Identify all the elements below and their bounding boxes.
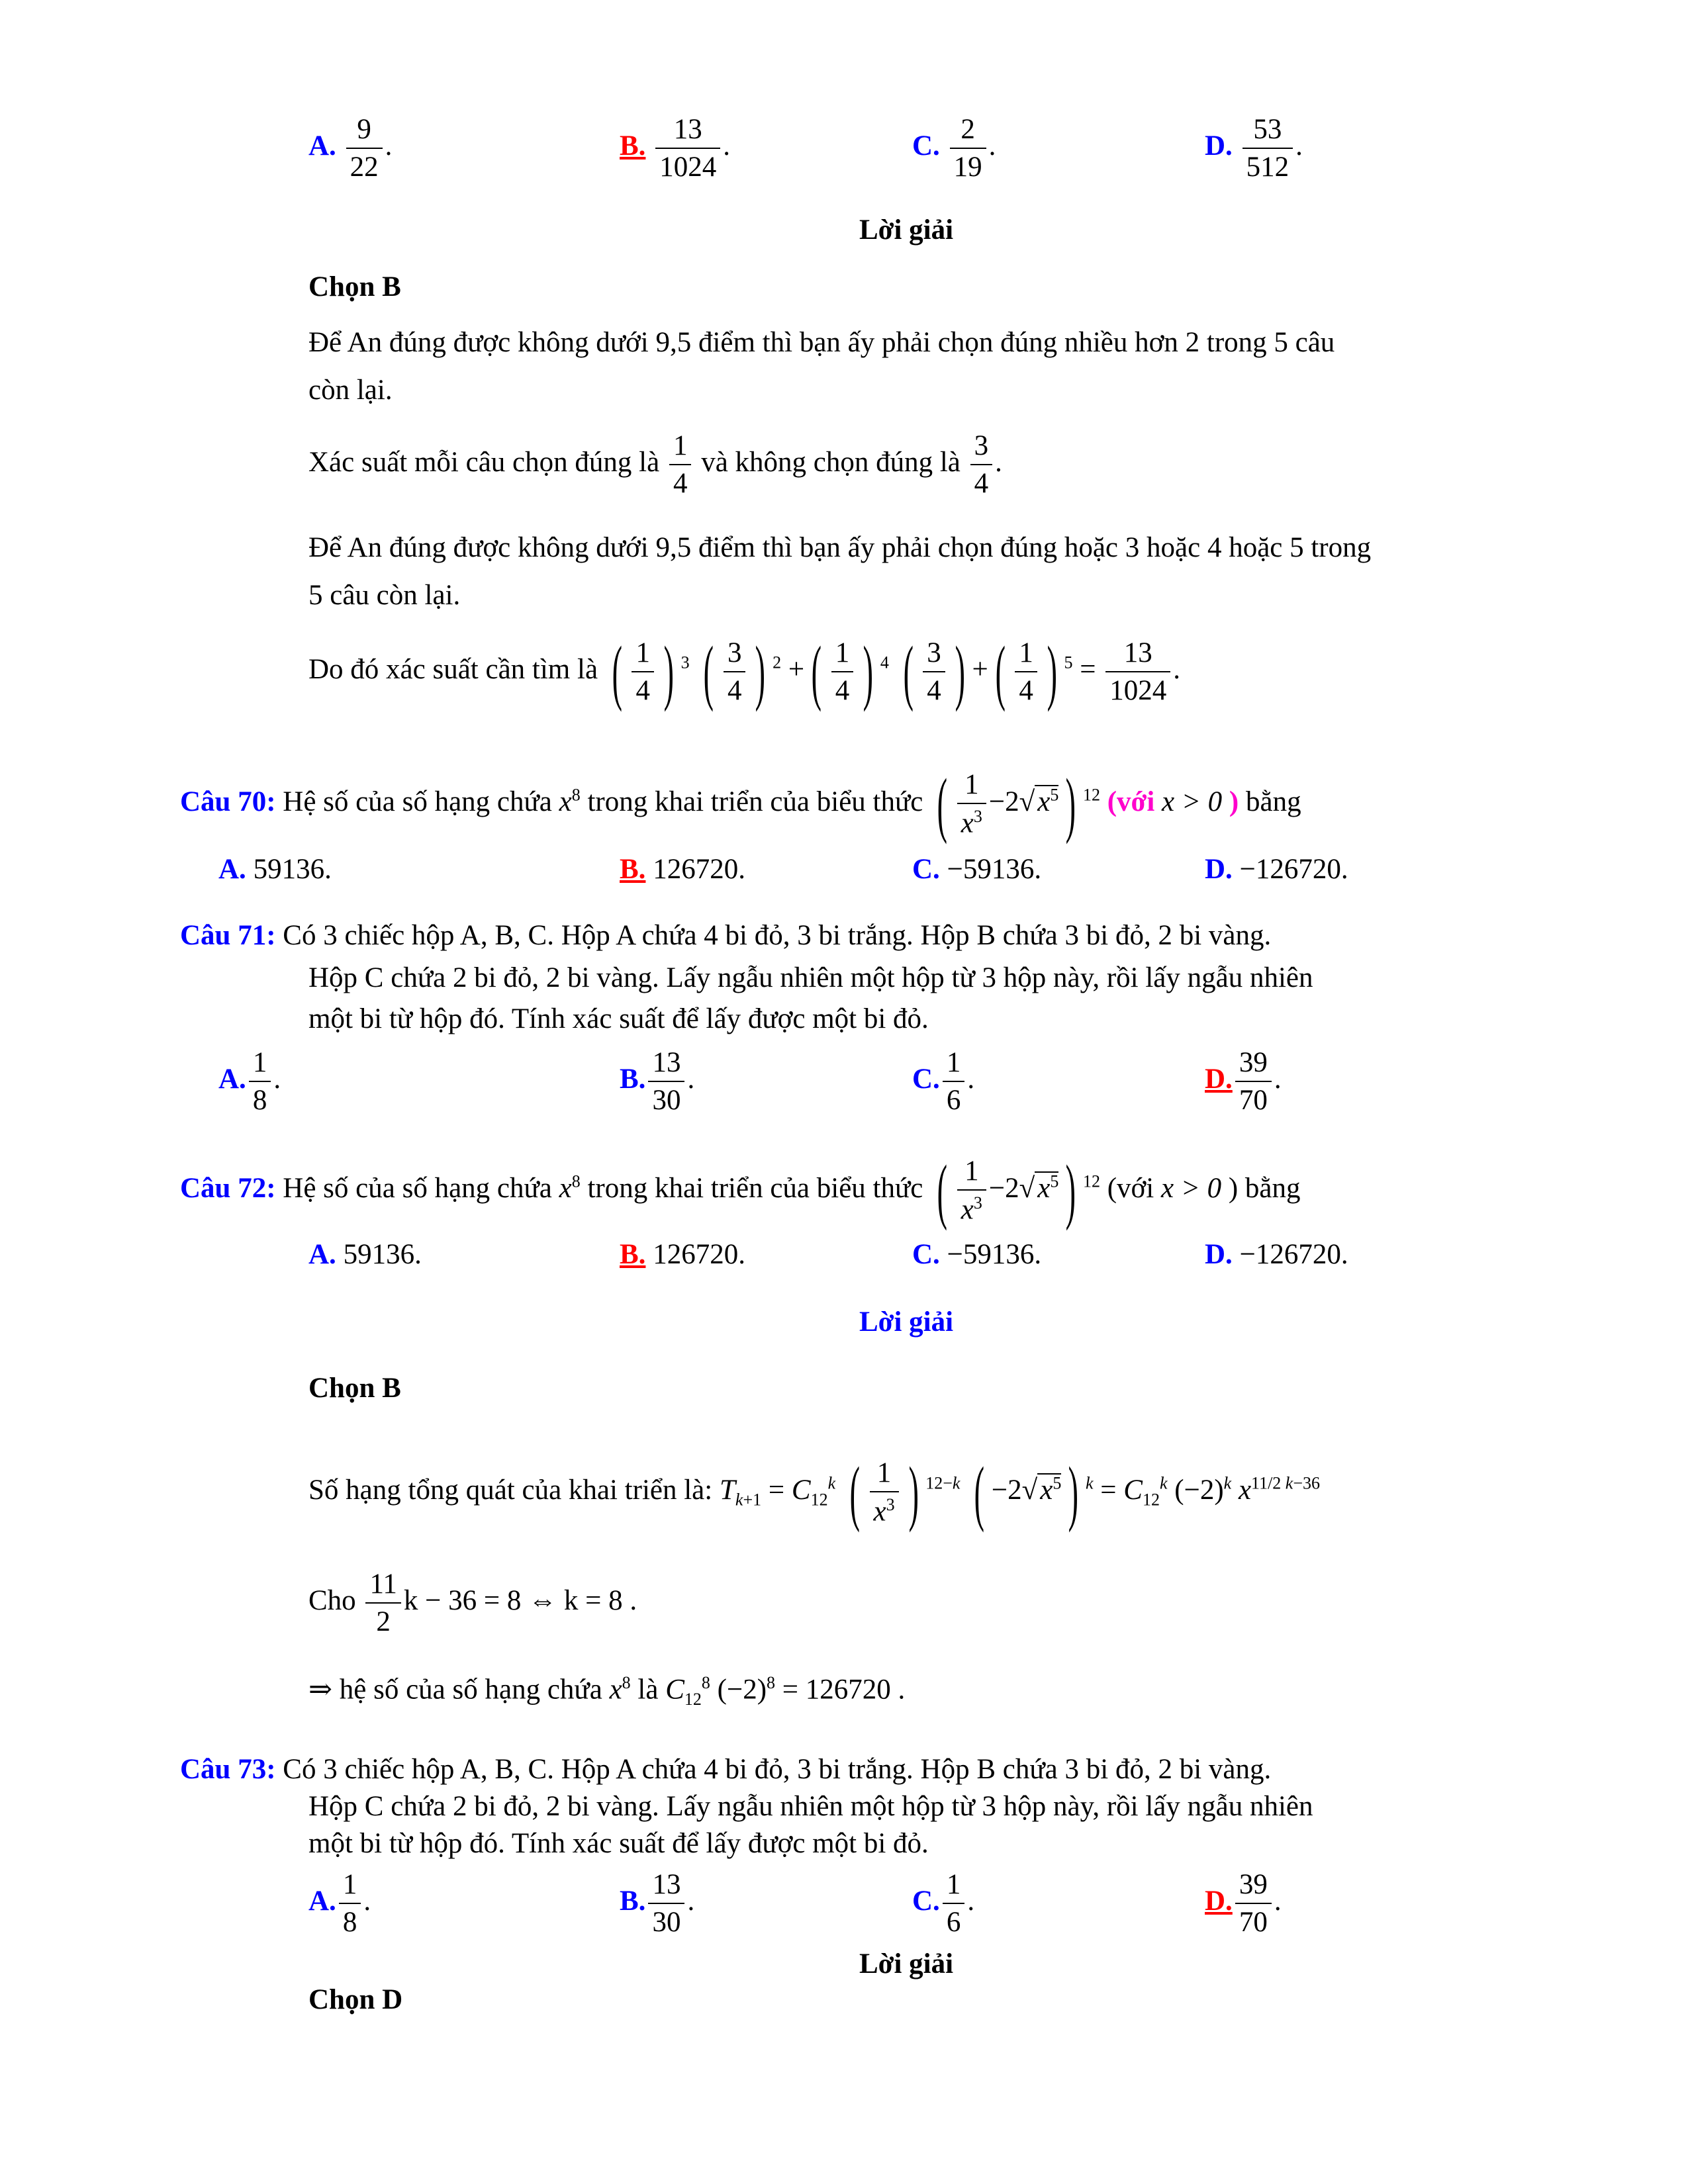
q73-option-c: C. $\frac{1}{6}$ . bbox=[912, 1869, 975, 1938]
fraction: $\frac{2}{19}$ bbox=[950, 114, 986, 183]
q72-option-d: D. −126720. bbox=[1205, 1239, 1348, 1270]
solution-text: còn lại. bbox=[308, 375, 393, 406]
q72-option-c: C. −59136. bbox=[912, 1239, 1042, 1270]
solution-text: 5 câu còn lại. bbox=[308, 580, 461, 611]
q71-option-a: A. $\frac{1}{8}$ . bbox=[218, 1047, 281, 1116]
q69-option-c: C. $\frac{2}{19}$ . bbox=[912, 114, 996, 183]
question-text: một bi từ hộp đó. Tính xác suất để lấy được một bi đỏ. bbox=[308, 1828, 929, 1859]
solution-heading: Lời giải bbox=[859, 1948, 954, 1979]
chosen-answer: Chọn B bbox=[308, 271, 401, 302]
probability-formula: Do đó xác suất cần tìm là ( $\frac{1}{4}$ ) $^3$ ( $\frac{3}{4}$ ) $^2$ +( $\frac{1}{4}$ ) $^4$ ( $\frac{3}{4}$ ) +( $\frac{1}{4}$ ) $^5$ = $\frac{13}{1024}$ . bbox=[308, 631, 1180, 712]
solution-heading: Lời giải bbox=[859, 1306, 954, 1338]
q72-option-b: B. 126720. bbox=[620, 1239, 745, 1270]
question-71: Câu 71: Có 3 chiếc hộp A, B, C. Hộp A chứa 4 bi đỏ, 3 bi trắng. Hộp B chứa 3 bi đỏ, 2 bi vàng. bbox=[180, 920, 1272, 951]
fraction: $\frac{9}{22}$ bbox=[346, 114, 383, 183]
solution-heading: Lời giải bbox=[859, 214, 954, 246]
q70-option-c: C. −59136. bbox=[912, 854, 1042, 885]
fraction: $\frac{13}{1024}$ bbox=[655, 114, 720, 183]
q70-option-b: B. 126720. bbox=[620, 854, 745, 885]
general-term-formula: Số hạng tổng quát của khai triển là: $T_{k+1} = C_{12}^k$ ( $\frac{1}{x^3}$ ) $^{12-k}$ ( $-2√x^5$) $^k = C_{12}^k$ $(-2)^k$ $x^{11/2 k-36}$ bbox=[308, 1452, 1321, 1533]
chosen-answer: Chọn B bbox=[308, 1373, 401, 1404]
solution-text: Xác suất mỗi câu chọn đúng là $\frac{1}{4}$ và không chọn đúng là $\frac{3}{4}$ . bbox=[308, 430, 1002, 499]
q71-option-b: B. $\frac{13}{30}$ . bbox=[620, 1047, 695, 1116]
question-73: Câu 73: Có 3 chiếc hộp A, B, C. Hộp A chứa 4 bi đỏ, 3 bi trắng. Hộp B chứa 3 bi đỏ, 2 bi vàng. bbox=[180, 1754, 1272, 1785]
conclusion: ⇒ hệ số của số hạng chứa $x^8$ là $C_{12}^8$ $(-2)^8 = 126720$ . bbox=[308, 1673, 906, 1709]
q70-option-a: A. 59136. bbox=[218, 854, 332, 885]
q69-option-b: B. $\frac{13}{1024}$ . bbox=[620, 114, 730, 183]
q73-option-b: B. $\frac{13}{30}$ . bbox=[620, 1869, 695, 1938]
condition-equation: Cho $\frac{11}{2}$ k − 36 = 8 ⇔ k = 8 . bbox=[308, 1569, 637, 1637]
question-text: Hộp C chứa 2 bi đỏ, 2 bi vàng. Lấy ngẫu nhiên một hộp từ 3 hộp này, rồi lấy ngẫu nhiên bbox=[308, 1791, 1313, 1822]
fraction: $\frac{53}{512}$ bbox=[1243, 114, 1293, 183]
q70-option-d: D. −126720. bbox=[1205, 854, 1348, 885]
q71-option-c: C. $\frac{1}{6}$ . bbox=[912, 1047, 975, 1116]
question-text: một bi từ hộp đó. Tính xác suất để lấy được một bi đỏ. bbox=[308, 1003, 929, 1034]
q73-option-d: D. $\frac{39}{70}$ . bbox=[1205, 1869, 1282, 1938]
question-text: Hộp C chứa 2 bi đỏ, 2 bi vàng. Lấy ngẫu nhiên một hộp từ 3 hộp này, rồi lấy ngẫu nhiên bbox=[308, 962, 1313, 993]
q72-option-a: A. 59136. bbox=[308, 1239, 422, 1270]
q69-option-d: D. $\frac{53}{512}$ . bbox=[1205, 114, 1303, 183]
solution-text: Để An đúng được không dưới 9,5 điểm thì bạn ấy phải chọn đúng nhiều hơn 2 trong 5 câu bbox=[308, 327, 1335, 358]
solution-text: Để An đúng được không dưới 9,5 điểm thì bạn ấy phải chọn đúng hoặc 3 hoặc 4 hoặc 5 trong bbox=[308, 532, 1372, 563]
question-70: Câu 70: Hệ số của số hạng chứa $x^8$ trong khai triển của biểu thức ( $\frac{1}{x^3}$ $-2√x^5$) $^{12}$ (với x > 0 ) bằng bbox=[180, 764, 1301, 844]
q71-option-d: D. $\frac{39}{70}$ . bbox=[1205, 1047, 1282, 1116]
q69-option-a: A. $\frac{9}{22}$ . bbox=[308, 114, 393, 183]
chosen-answer: Chọn D bbox=[308, 1984, 403, 2015]
q73-option-a: A. $\frac{1}{8}$ . bbox=[308, 1869, 371, 1938]
question-72: Câu 72: Hệ số của số hạng chứa $x^8$ trong khai triển của biểu thức ( $\frac{1}{x^3}$ $-2√x^5$) $^{12}$ (với x > 0 ) bằng bbox=[180, 1150, 1301, 1231]
